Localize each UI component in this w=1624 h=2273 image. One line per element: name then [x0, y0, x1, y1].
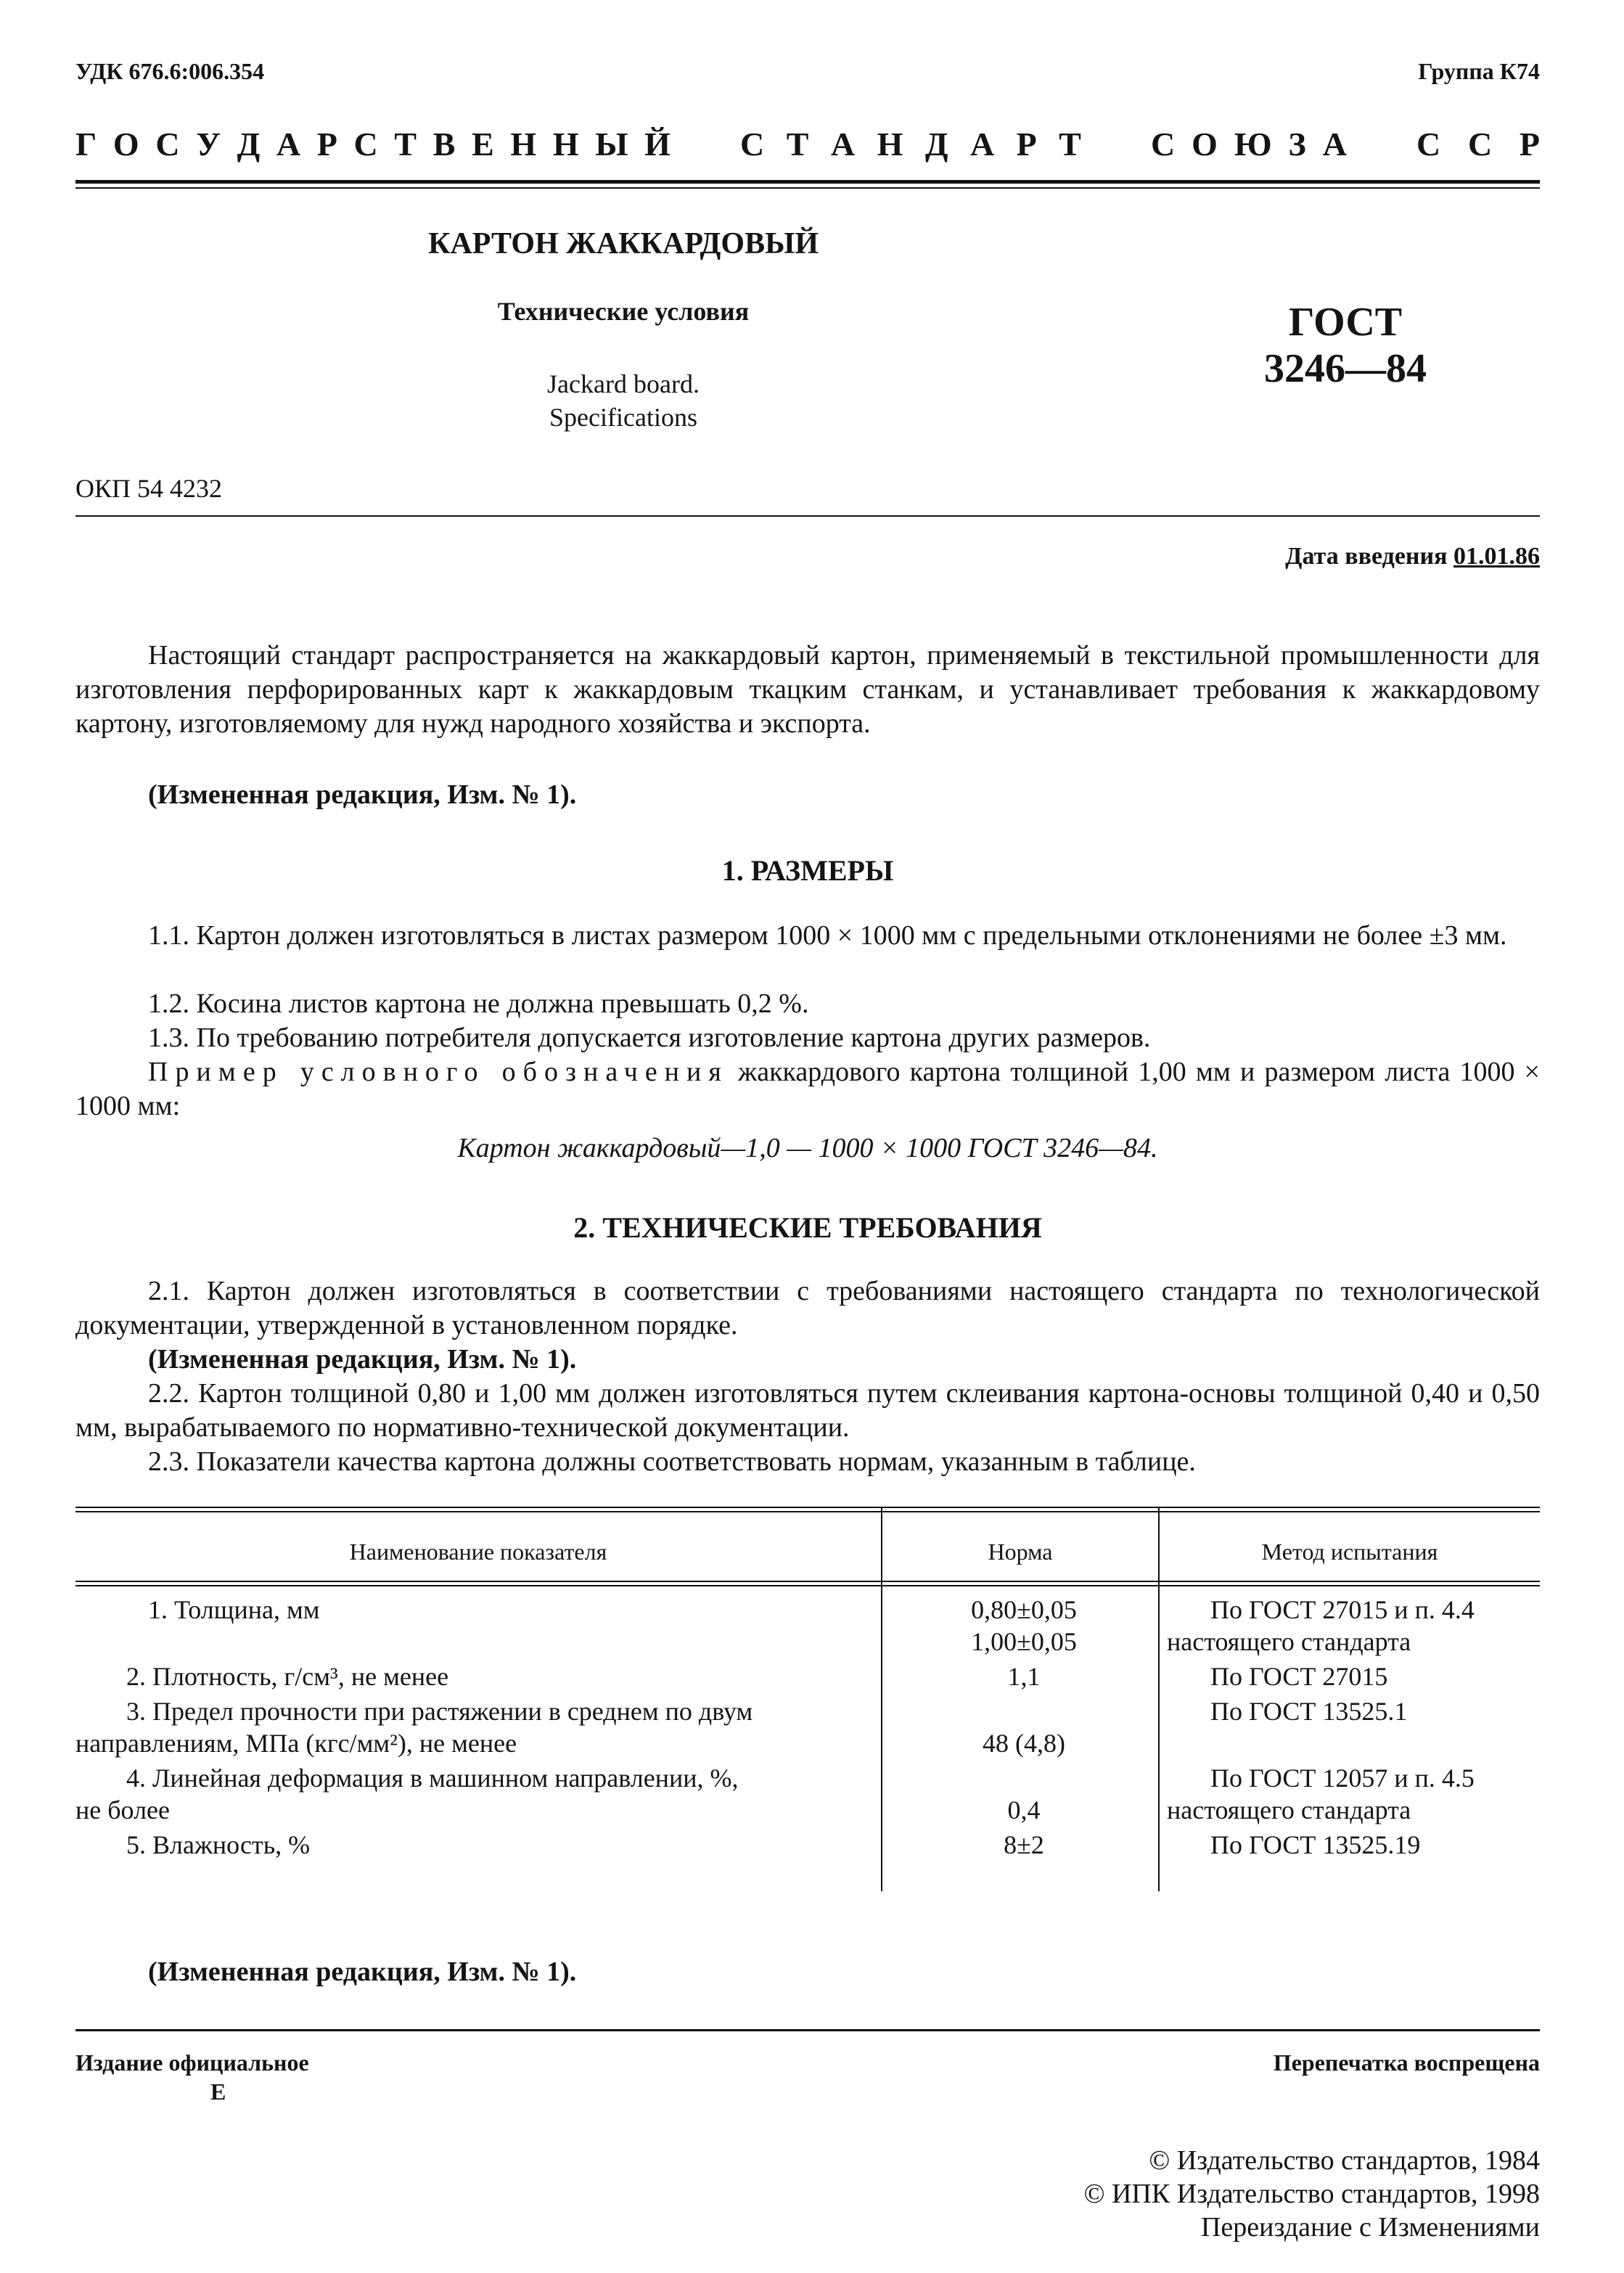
- gost-label: ГОСТ: [1288, 300, 1403, 345]
- example-rest: жаккардового картона толщиной 1,00 мм и размером листа 1000 × 1000 мм:: [75, 1057, 1540, 1121]
- table-header-rule: [75, 1581, 1540, 1582]
- designation-formula: Картон жаккардовый—1,0 — 1000 × 1000 ГОСТ 3246—84.: [457, 1133, 1158, 1163]
- table-top-rule-thin: [75, 1511, 1540, 1512]
- english-title-line2: Specifications: [549, 403, 697, 432]
- table-header-norm: Норма: [988, 1539, 1053, 1565]
- banner-rule-thin: [75, 187, 1540, 189]
- banner-word: С Т А Н Д А Р Т: [740, 126, 1081, 163]
- clause-2-1: 2.1. Картон должен изготовляться в соответствии с требованиями настоящего стандарта по технологической документации, утвержденной в установленном порядке.: [75, 1276, 1540, 1340]
- table-row-method: По ГОСТ 12057 и п. 4.5: [1210, 1764, 1475, 1793]
- section1-heading: 1. РАЗМЕРЫ: [721, 854, 894, 887]
- copyright-1984: © Издательство стандартов, 1984: [1149, 2145, 1540, 2176]
- example-lead: Пример условного обозначения: [148, 1057, 729, 1087]
- banner-word: С С Р: [1416, 126, 1540, 163]
- table-row-name: не более: [75, 1795, 171, 1824]
- table-top-rule: [75, 1507, 1540, 1508]
- table-row-name: направлениям, МПа (кгс/мм²), не менее: [75, 1729, 517, 1758]
- table-header-rule-thin: [75, 1585, 1540, 1586]
- official-edition: Издание официальное: [75, 2049, 309, 2076]
- clause-1-3: 1.3. По требованию потребителя допускается изготовление картона других размеров.: [148, 1023, 1151, 1053]
- intro-paragraph: Настоящий стандарт распространяется на жаккардовый картон, применяемый в текстильной промышленности для изготовления перфорированных карт к жаккардовым ткацким станкам, и устанавливает требования к жаккардовому картону, изготовляемому для нужд народного хозяйства и экспорта.: [75, 640, 1540, 739]
- footer-rule: [75, 2029, 1540, 2031]
- udk-code: УДК 676.6:006.354: [75, 58, 265, 84]
- table-row-norm: 1,00±0,05: [971, 1627, 1077, 1656]
- banner-rule-thick: [75, 180, 1540, 184]
- banner-word: С О Ю З А: [1151, 126, 1347, 163]
- table-row-name: 4. Линейная деформация в машинном направлении, %,: [126, 1764, 739, 1793]
- english-title-line1: Jackard board.: [547, 369, 700, 398]
- reprint-prohibited: Перепечатка воспрещена: [1273, 2049, 1540, 2076]
- date-label: Дата введения: [1285, 543, 1448, 570]
- okp-rule: [75, 515, 1540, 517]
- table-row-method: По ГОСТ 13525.19: [1210, 1830, 1421, 1859]
- document-subtitle: Технические условия: [497, 297, 750, 326]
- table-header-name: Наименование показателя: [349, 1539, 607, 1565]
- introduction-date: [1285, 543, 1540, 570]
- clause-2-1-amendment: (Измененная редакция, Изм. № 1).: [148, 1344, 577, 1375]
- table-header-method: Метод испытания: [1261, 1539, 1438, 1565]
- table-row-method: настоящего стандарта: [1167, 1627, 1411, 1656]
- clause-2-3: 2.3. Показатели качества картона должны соответствовать нормам, указанным в таблице.: [148, 1446, 1196, 1477]
- table-row-norm: 0,80±0,05: [971, 1595, 1077, 1624]
- clause-1-2: 1.2. Косина листов картона не должна превышать 0,2 %.: [148, 988, 809, 1019]
- group-code: Группа К74: [1418, 58, 1540, 84]
- section2-heading: 2. ТЕХНИЧЕСКИЕ ТРЕБОВАНИЯ: [573, 1211, 1042, 1244]
- document-title: КАРТОН ЖАККАРДОВЫЙ: [427, 227, 819, 261]
- intro-amendment: (Измененная редакция, Изм. № 1).: [148, 779, 577, 810]
- reprint-note: Переиздание с Изменениями: [1200, 2212, 1540, 2243]
- table-row-method: По ГОСТ 13525.1: [1210, 1697, 1408, 1726]
- table-row-name: 1. Толщина, мм: [148, 1595, 320, 1624]
- edition-mark: Е: [210, 2079, 226, 2105]
- gost-number: 3246—84: [1264, 346, 1427, 391]
- clause-2-2: 2.2. Картон толщиной 0,80 и 1,00 мм должен изготовляться путем склеивания картона-основы толщиной 0,40 и 0,50 мм, вырабатываемого по нормативно-технической документации.: [75, 1378, 1540, 1443]
- table-amendment: (Измененная редакция, Изм. № 1).: [148, 1957, 577, 1987]
- table-row-method: По ГОСТ 27015 и п. 4.4: [1210, 1595, 1475, 1624]
- okp-code: ОКП 54 4232: [75, 474, 223, 503]
- designation-example: [75, 1055, 1540, 1123]
- table-row-name: 2. Плотность, г/см³, не менее: [126, 1662, 449, 1691]
- table-row-method: настоящего стандарта: [1167, 1795, 1411, 1824]
- table-row-norm: 0,4: [1007, 1795, 1041, 1824]
- copyright-1998: © ИПК Издательство стандартов, 1998: [1083, 2179, 1540, 2209]
- table-row-method: По ГОСТ 27015: [1210, 1662, 1388, 1691]
- table-row-name: 5. Влажность, %: [126, 1830, 311, 1859]
- state-standard-banner: [75, 125, 1540, 163]
- date-value: 01.01.86: [1453, 543, 1540, 570]
- table-row-norm: 8±2: [1004, 1830, 1044, 1859]
- clause-1-1: 1.1. Картон должен изготовляться в листах размером 1000 × 1000 мм с предельными отклонениями не более ±3 мм.: [148, 920, 1507, 951]
- banner-word: Г О С У Д А Р С Т В Е Н Н Ы Й: [75, 126, 670, 163]
- table-row-norm: 48 (4,8): [983, 1729, 1065, 1758]
- table-row-name: 3. Предел прочности при растяжении в среднем по двум: [126, 1697, 753, 1726]
- table-row-norm: 1,1: [1007, 1662, 1041, 1691]
